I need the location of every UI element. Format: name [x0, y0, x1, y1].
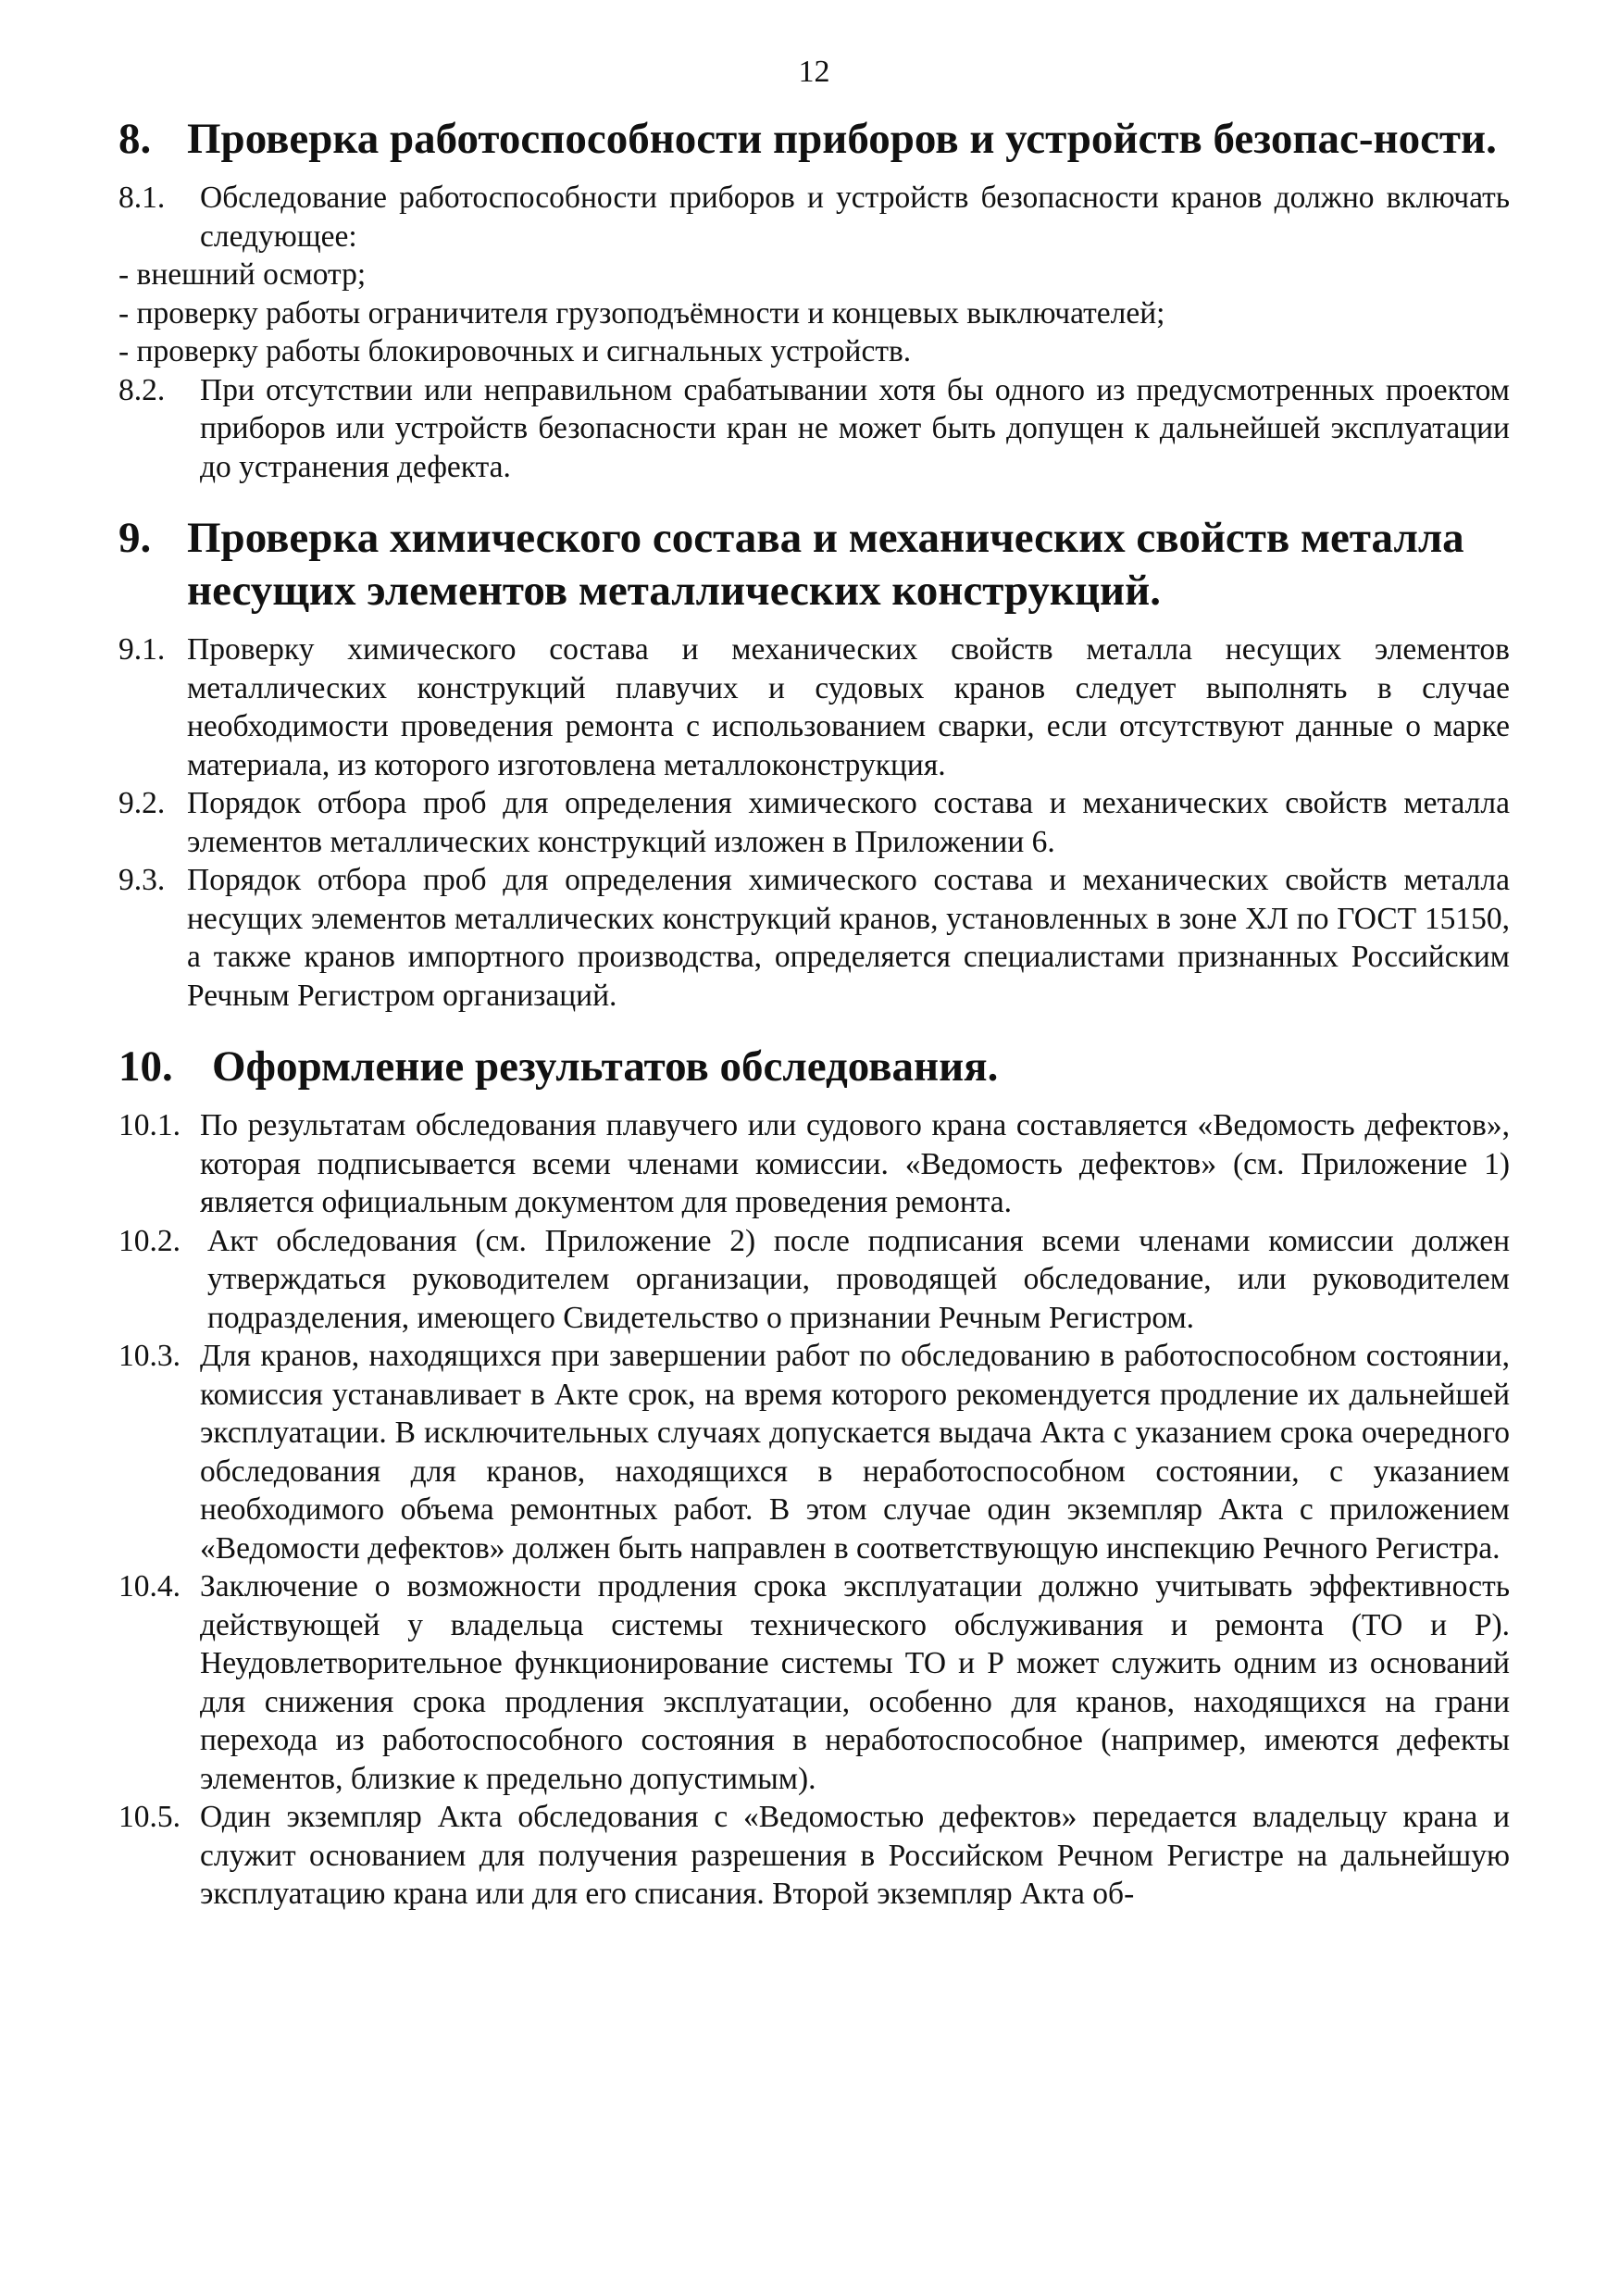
- paragraph-9-3: [118, 861, 1510, 1015]
- paragraph-9-1: [118, 630, 1510, 784]
- paragraph-8-2-text: При отсутствии или неправильном срабатывании хотя бы одного из предусмотренных проектом приборов или устройств безопасности кран не может быть допущен к дальнейшей эксплуатации до устранения дефекта.: [200, 372, 1510, 484]
- paragraph-10-4-text: Заключение о возможности продления срока эксплуатации должно учитывать эффективность действующей у владельца системы технического обслуживания и ремонта (ТО и Р). Неудовлетворительное функционирование системы ТО и Р может служить одним из оснований для снижения срока продления эксплуатации, особенно для кранов, находящихся на грани перехода из работоспособного состояния в неработоспособное (например, имеются дефекты элементов, близкие к предельно допустимым).: [200, 1569, 1510, 1796]
- paragraph-9-2: [118, 784, 1510, 861]
- list-item: - внешний осмотр;: [118, 257, 367, 292]
- section-10-title: Оформление результатов обследования.: [212, 1042, 999, 1091]
- paragraph-8-1-text: Обследование работоспособности приборов и устройств безопасности кранов должно включать следующее:: [200, 181, 1510, 254]
- paragraph-9-1-text: Проверку химического состава и механических свойств металла несущих элементов металлических конструкций плавучих и судовых кранов следует выполнять в случае необходимости проведения ремонта с использованием сварки, если отсутствуют данные о марке материала, из которого изготовлена металлоконструкция.: [187, 632, 1510, 782]
- paragraph-10-2-number: 10.2.: [118, 1223, 181, 1258]
- section-10-number: 10.: [118, 1042, 173, 1091]
- section-9-title: Проверка химического состава и механических свойств металла несущих элементов металлических конструкций.: [187, 514, 1464, 615]
- list-item: - проверку работы блокировочных и сигнальных устройств.: [118, 334, 912, 368]
- paragraph-8-1: [118, 179, 1510, 256]
- paragraph-9-1-number: 9.1.: [118, 632, 166, 667]
- paragraph-9-2-text: Порядок отбора проб для определения химического состава и механических свойств металла элементов металлических конструкций изложен в Приложении 6.: [187, 786, 1510, 859]
- paragraph-9-3-number: 9.3.: [118, 863, 166, 897]
- paragraph-10-4: [118, 1567, 1510, 1798]
- paragraph-8-2: [118, 371, 1510, 487]
- paragraph-10-1-text: По результатам обследования плавучего или судового крана составляется «Ведомость дефектов», которая подписывается всеми членами комиссии. «Ведомость дефектов» (см. Приложение 1) является официальным документом для проведения ремонта.: [200, 1108, 1510, 1219]
- section-8-heading: [118, 113, 1510, 166]
- section-10-heading: [118, 1041, 1510, 1093]
- section-8-number: 8.: [118, 115, 152, 163]
- paragraph-10-2: [118, 1222, 1510, 1338]
- paragraph-10-5: [118, 1798, 1510, 1914]
- page-number: 12: [798, 55, 830, 89]
- paragraph-9-2-number: 9.2.: [118, 786, 166, 820]
- paragraph-10-5-text: Один экземпляр Акта обследования с «Ведомостью дефектов» передается владельцу крана и служит основанием для получения разрешения в Российском Речном Регистре на дальнейшую эксплуатацию крана или для его списания. Второй экземпляр Акта об-: [200, 1800, 1510, 1911]
- paragraph-9-3-text: Порядок отбора проб для определения химического состава и механических свойств металла несущих элементов металлических конструкций кранов, установленных в зоне ХЛ по ГОСТ 15150, а также кранов импортного производства, определяется специалистами признанных Российским Речным Регистром организаций.: [187, 863, 1510, 1013]
- section-9-heading: [118, 512, 1510, 618]
- paragraph-10-1-number: 10.1.: [118, 1108, 181, 1142]
- paragraph-10-2-text: Акт обследования (см. Приложение 2) после подписания всеми членами комиссии должен утверждаться руководителем организации, проводящей обследование, или руководителем подразделения, имеющего Свидетельство о признании Речным Регистром.: [207, 1223, 1510, 1335]
- paragraph-10-5-number: 10.5.: [118, 1800, 181, 1834]
- paragraph-8-1-number: 8.1.: [118, 181, 166, 215]
- paragraph-8-2-number: 8.2.: [118, 372, 166, 407]
- paragraph-10-3-number: 10.3.: [118, 1339, 181, 1373]
- paragraph-10-1: [118, 1106, 1510, 1222]
- paragraph-10-3: [118, 1337, 1510, 1567]
- list-item: - проверку работы ограничителя грузоподъёмности и концевых выключателей;: [118, 295, 1165, 331]
- paragraph-10-4-number: 10.4.: [118, 1569, 181, 1603]
- paragraph-10-3-text: Для кранов, находящихся при завершении работ по обследованию в работоспособном состоянии, комиссия устанавливает в Акте срок, на время которого рекомендуется продление их дальнейшей эксплуатации. В исключительных случаях допускается выдача Акта с указанием срока очередного обследования для кранов, находящихся в неработоспособном состоянии, с указанием необходимого объема ремонтных работ. В этом случае один экземпляр Акта с приложением «Ведомости дефектов» должен быть направлен в соответствующую инспекцию Речного Регистра.: [200, 1339, 1510, 1566]
- section-9-number: 9.: [118, 514, 152, 562]
- section-8-title: Проверка работоспособности приборов и устройств безопас-ности.: [187, 115, 1497, 163]
